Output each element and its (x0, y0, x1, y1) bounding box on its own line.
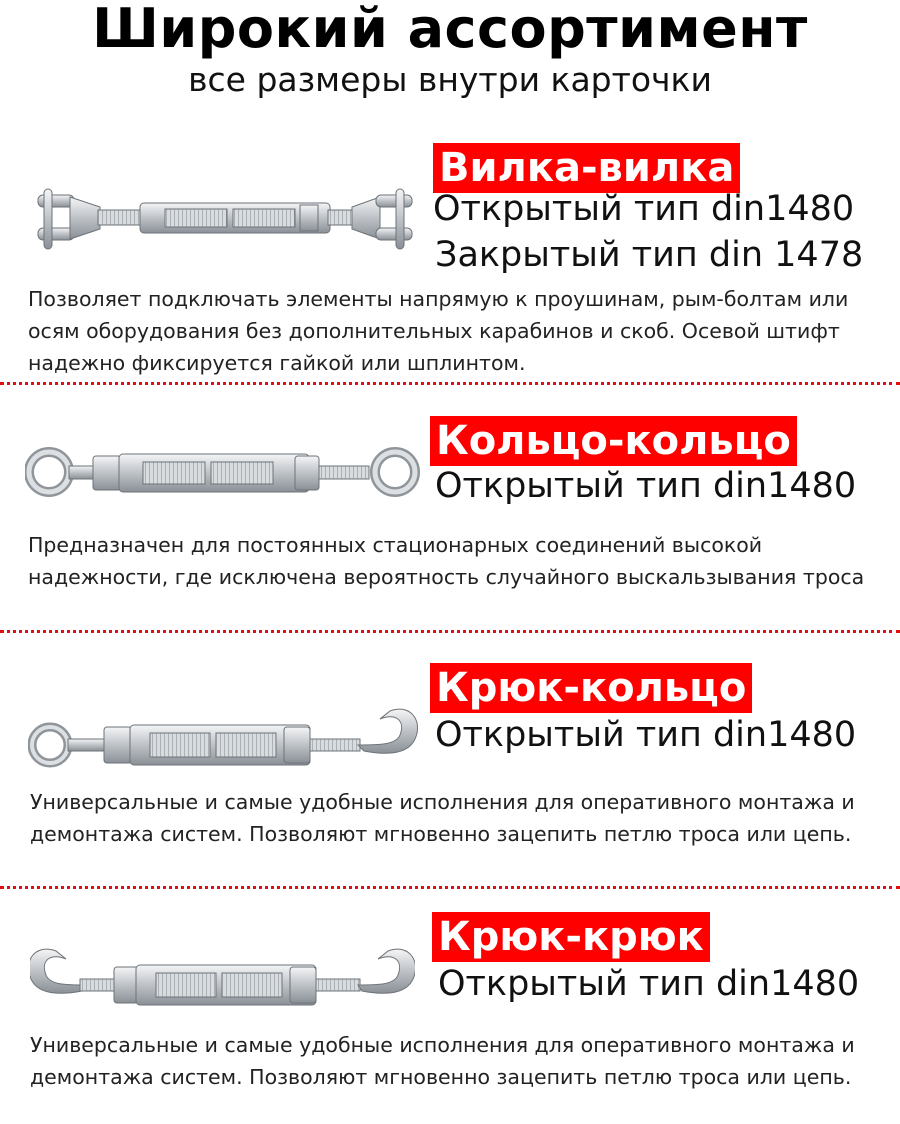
section-name: Кольцо-кольцо (430, 416, 797, 466)
section-divider (0, 630, 900, 633)
section-description: Универсальные и самые удобные исполнения для оперативного монтажа и демонтажа систем. Позволяют мгновенно зацепить петлю троса или цепь. (30, 790, 855, 846)
section-description: Позволяет подключать элементы напрямую к проушинам, рым-болтам или осям оборудования без дополнительных карабинов и скоб. Осевой штифт надежно фиксируется гайкой или шплинтом. (28, 287, 849, 375)
section-divider (0, 382, 900, 385)
page-title: Широкий ассортимент (92, 0, 808, 60)
type-line: Открытый тип din1480 (438, 964, 860, 1004)
hook-eye-turnbuckle-icon (28, 705, 423, 780)
eye-eye-turnbuckle-icon (25, 440, 420, 505)
hook-hook-turnbuckle-icon (30, 945, 415, 1020)
section-name: Крюк-крюк (432, 912, 710, 962)
section-name: Вилка-вилка (433, 143, 740, 193)
type-line: Открытый тип din1480 (433, 189, 855, 229)
section-name: Крюк-кольцо (430, 663, 752, 713)
section-divider (0, 886, 900, 889)
type-line: Открытый тип din1480 (435, 466, 857, 506)
type-line: Закрытый тип din 1478 (435, 235, 864, 275)
fork-fork-turnbuckle-icon (30, 183, 420, 258)
section-description: Предназначен для постоянных стационарных соединений высокой надежности, где исключена вероятность случайного выскальзывания троса (28, 533, 865, 589)
type-line: Открытый тип din1480 (435, 715, 857, 755)
section-description: Универсальные и самые удобные исполнения для оперативного монтажа и демонтажа систем. Позволяют мгновенно зацепить петлю троса или цепь. (30, 1033, 855, 1089)
page-subtitle: все размеры внутри карточки (188, 60, 712, 99)
